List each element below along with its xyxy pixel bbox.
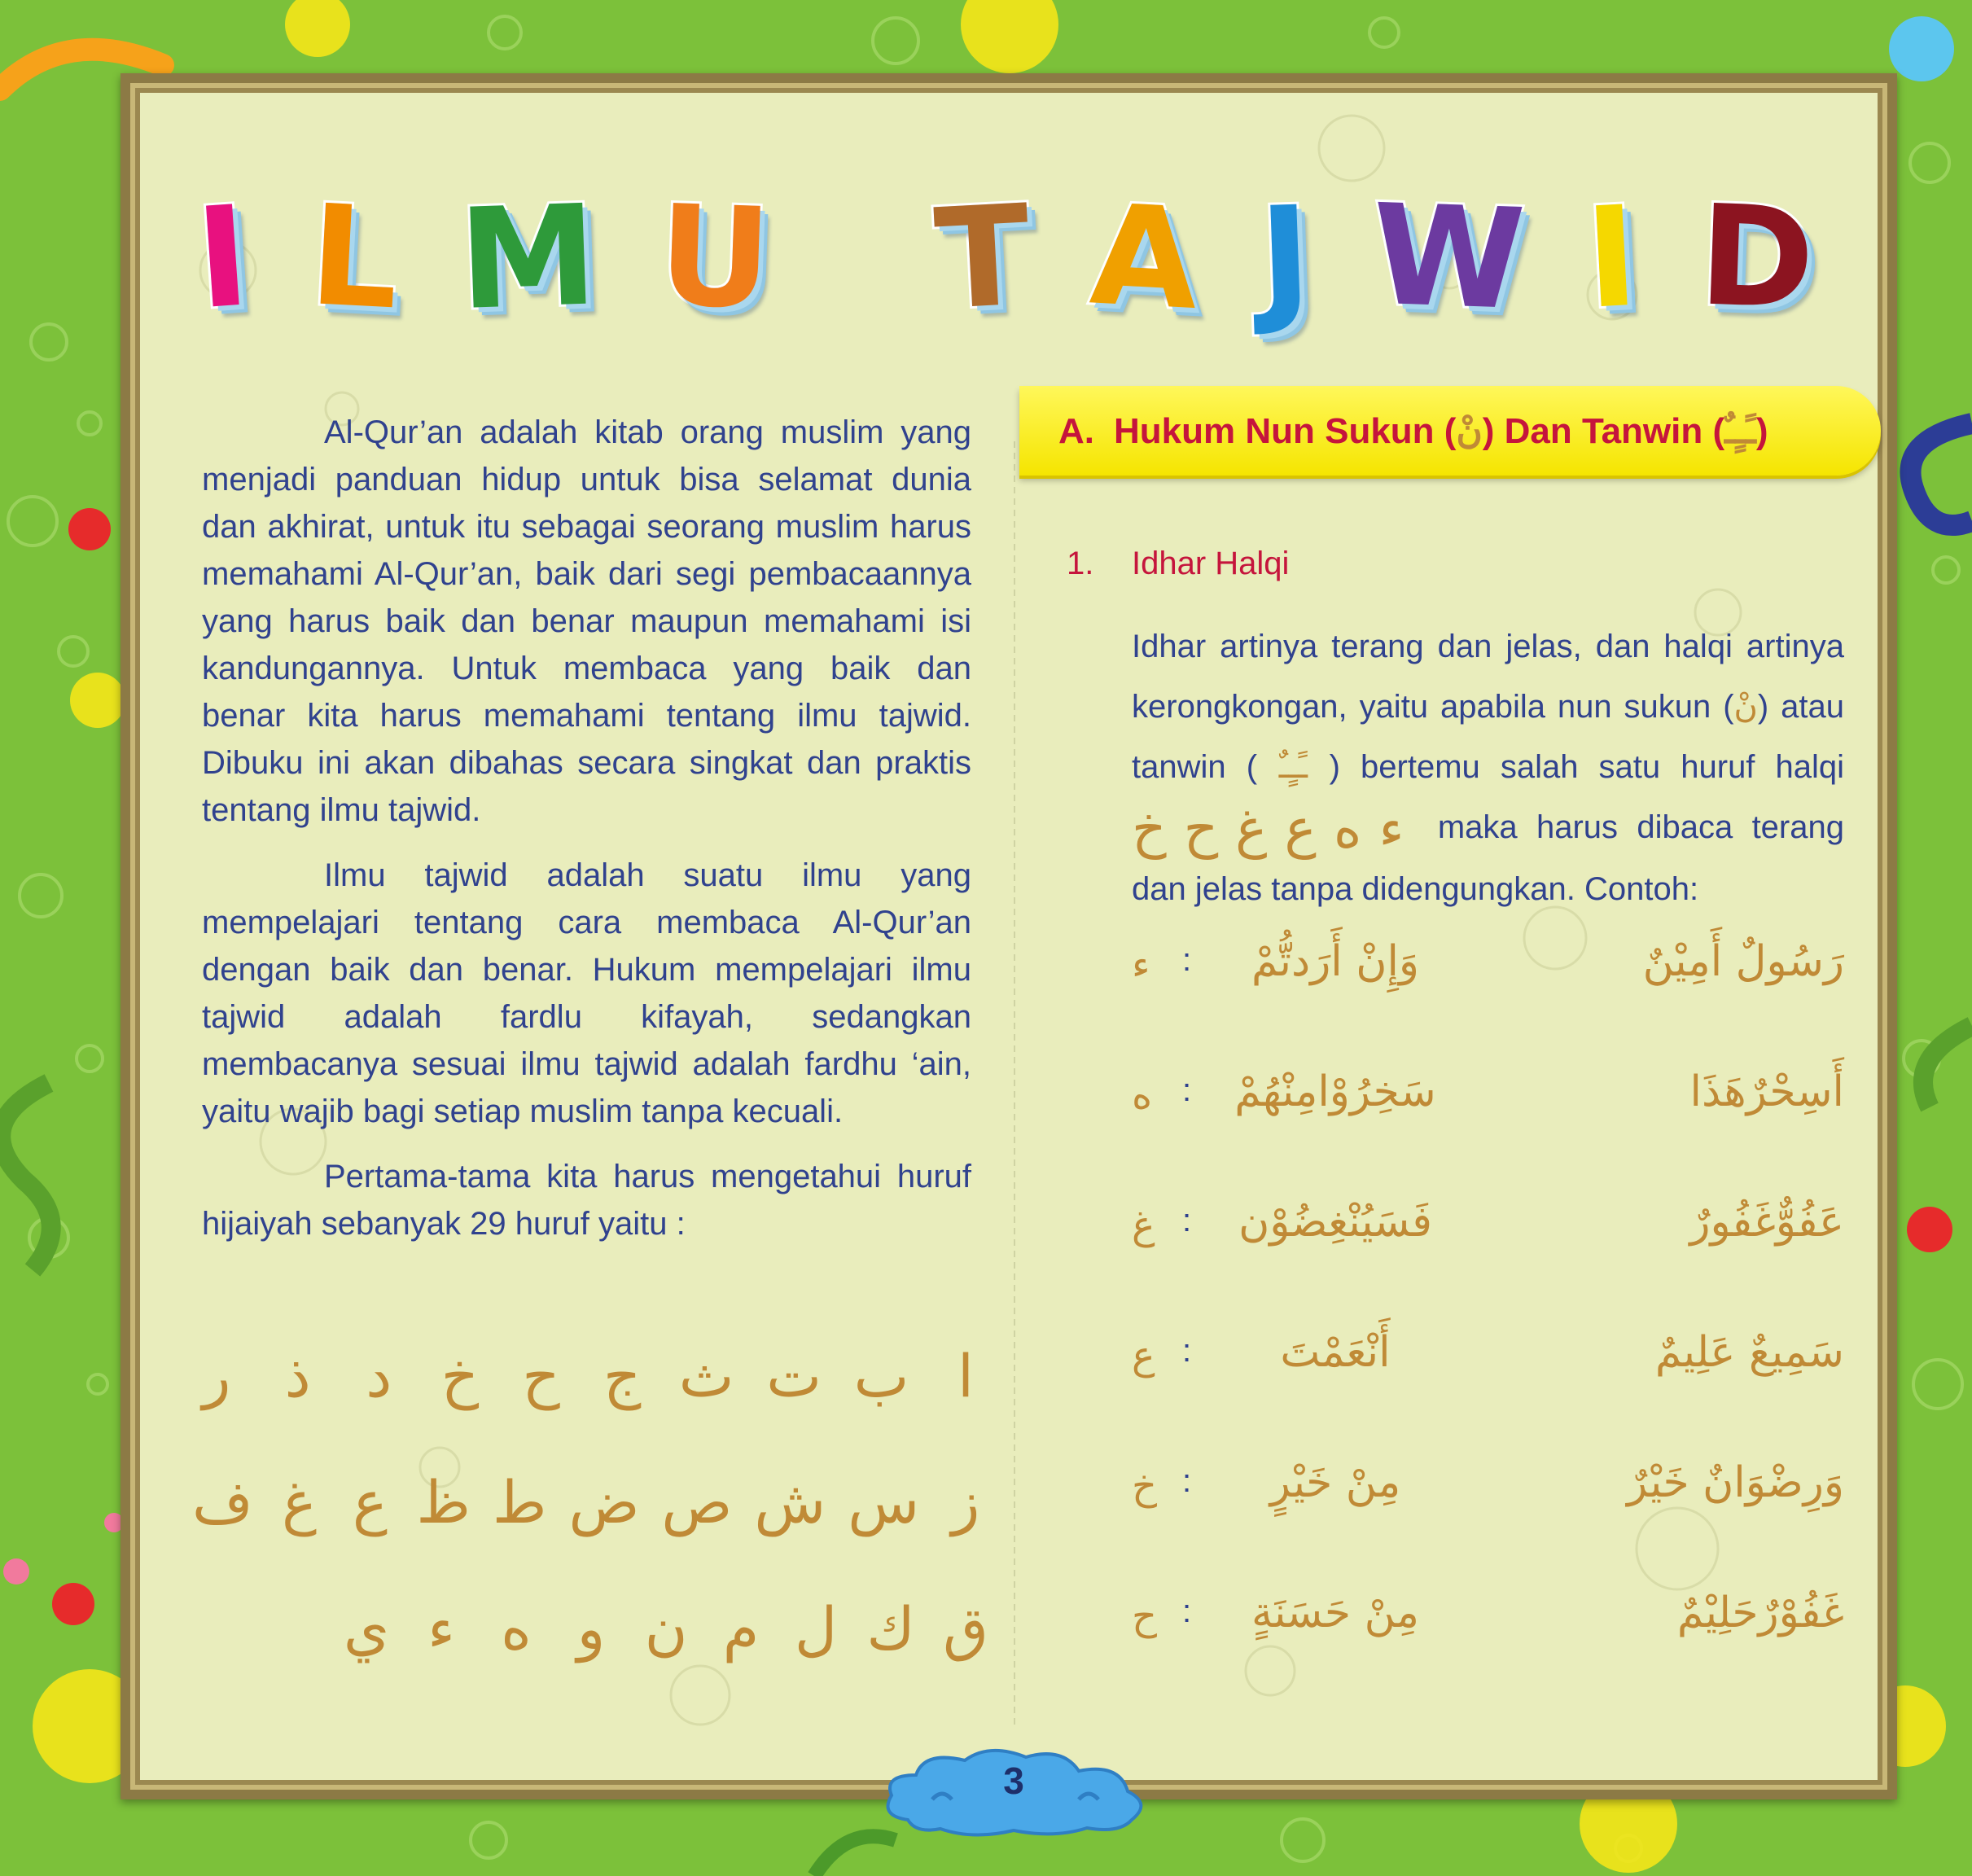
subsection-number: 1. <box>1067 546 1094 581</box>
hijaiyah-letter: ب <box>853 1341 909 1410</box>
title-letter-i: I <box>191 175 261 341</box>
title-letter-u: U <box>655 175 781 341</box>
halqi-letters: ء ه ع غ ح خ <box>1132 797 1405 861</box>
hijaiyah-letter: ش <box>754 1467 826 1536</box>
title-letter-w: W <box>1369 174 1535 342</box>
example-letter: ع <box>1132 1333 1155 1379</box>
hijaiyah-letter: ذ <box>284 1341 311 1410</box>
hijaiyah-letter: ع <box>353 1467 388 1536</box>
desc-part-3: ) bertemu salah satu huruf halqi <box>1329 749 1845 785</box>
example-word: وَرِضْوَانٌ خَيْرٌ <box>1627 1458 1844 1507</box>
hijaiyah-letter: ض <box>568 1467 640 1536</box>
example-word: مِنْ خَيْرٍ <box>1269 1458 1401 1507</box>
hijaiyah-letter: ج <box>603 1341 642 1410</box>
tanwin-inline: ـًـٍـٌ <box>1257 748 1330 786</box>
hijaiyah-row-3 <box>192 1565 990 1691</box>
intro-paragraph-2: Ilmu tajwid adalah suatu ilmu yang mempelajari tentang cara membaca Al-Qur’an dengan baik dan benar. Hukum mempelajari ilmu tajwid adalah fardlu kifayah, sedangkan membacanya sesuai ilmu tajwid adalah fardhu ‘ain, yaitu wajib bagi setiap muslim tanpa kecuali. <box>202 857 971 1129</box>
intro-text <box>202 409 971 1265</box>
example-letter: ه <box>1132 1072 1153 1118</box>
title-letter-j: J <box>1256 176 1321 340</box>
example-word: فَسَيُنْغِضُوْن <box>1238 1198 1432 1247</box>
nun-sukun-glyph: نْ <box>1456 410 1483 451</box>
title-letter-l: L <box>305 175 410 341</box>
example-row <box>1132 1067 1844 1146</box>
hijaiyah-letter: ا <box>957 1341 974 1410</box>
column-divider <box>1014 441 1015 1728</box>
page-title <box>130 174 1887 342</box>
hijaiyah-letter: ك <box>866 1593 915 1663</box>
hijaiyah-letter: و <box>576 1593 606 1663</box>
subsection-title: Idhar Halqi <box>1132 546 1290 581</box>
section-banner <box>1019 386 1881 476</box>
intro-paragraph-3: Pertama-tama kita harus mengetahui huruf hijaiyah sebanyak 29 huruf yaitu : <box>202 1159 971 1242</box>
example-row <box>1132 1589 1844 1667</box>
hijaiyah-letter: ح <box>522 1341 560 1410</box>
example-word: رَسُولٌ أَمِيْنٌ <box>1642 937 1844 986</box>
title-letter-t: T <box>931 174 1041 342</box>
example-letter: غ <box>1132 1203 1155 1248</box>
content-frame <box>121 73 1897 1799</box>
hijaiyah-letter: غ <box>282 1467 318 1536</box>
example-row <box>1132 937 1844 1015</box>
example-colon: : <box>1182 1072 1192 1108</box>
title-letter-m: M <box>456 174 607 342</box>
example-word: مِنْ حَسَنَةٍ <box>1251 1589 1420 1637</box>
example-letter: ء <box>1132 942 1150 988</box>
hijaiyah-letter: م <box>722 1593 760 1663</box>
title-letter-a: A <box>1087 174 1209 342</box>
hijaiyah-letter: ه <box>501 1593 532 1663</box>
hijaiyah-letter: ظ <box>416 1467 471 1536</box>
example-row <box>1132 1328 1844 1406</box>
example-colon: : <box>1182 1593 1192 1629</box>
desc-part-1: Idhar artinya terang dan jelas, dan halqi artinya kerongkongan, yaitu apabila nun sukun ( <box>1132 629 1844 725</box>
hijaiyah-letter: ق <box>943 1593 988 1663</box>
example-colon: : <box>1182 1333 1192 1369</box>
example-word: سَخِرُوْامِنْهُمْ <box>1234 1067 1436 1116</box>
intro-paragraph-1: Al-Qur’an adalah kitab orang muslim yang menjadi panduan hidup untuk bisa selamat dunia dan akhirat, untuk itu sebagai seorang muslim harus memahami Al-Qur’an, baik dari segi pembacaannya yang harus baik dan benar maupun memahami isi kandungannya. Untuk membaca yang baik dan benar kita harus memahami tentang ilmu tajwid. Dibuku ini akan dibahas secara singkat dan praktis tentang ilmu tajwid. <box>202 414 971 828</box>
example-row <box>1132 1198 1844 1276</box>
title-letter-d: D <box>1696 175 1824 341</box>
hijaiyah-letter: د <box>366 1341 392 1410</box>
hijaiyah-letter: ن <box>644 1593 688 1663</box>
hijaiyah-letter: ز <box>951 1467 980 1536</box>
hijaiyah-letter: ت <box>766 1341 822 1410</box>
example-word: أَنْعَمْتَ <box>1280 1328 1391 1377</box>
tanwin-glyph: ـًـٍـٌ <box>1724 410 1756 451</box>
hijaiyah-letter: س <box>848 1467 920 1536</box>
example-letter: خ <box>1132 1463 1157 1509</box>
desc-part-4: maka harus dibaca terang dan jelas tanpa didengungkan. Contoh: <box>1132 809 1844 908</box>
desc-part-2: ) atau tanwin ( <box>1132 689 1844 785</box>
example-colon: : <box>1182 1463 1192 1499</box>
hijaiyah-letter: ي <box>343 1593 390 1663</box>
section-heading <box>1058 410 1768 452</box>
heading-part-1: Hukum Nun Sukun ( <box>1114 410 1457 451</box>
subsection-heading <box>1067 546 1289 582</box>
title-letter-i2: I <box>1581 176 1649 340</box>
hijaiyah-letter: ص <box>661 1467 733 1536</box>
page-number: 3 <box>1003 1760 1024 1802</box>
hijaiyah-letter: ل <box>794 1593 838 1663</box>
example-colon: : <box>1182 942 1192 978</box>
example-word: سَمِيعٌ عَلِيمٌ <box>1654 1328 1844 1377</box>
example-word: وَإِنْ أَرَدتُّمْ <box>1251 937 1420 986</box>
idhar-description <box>1132 616 1844 919</box>
hijaiyah-row-2 <box>192 1439 990 1565</box>
hijaiyah-row-1 <box>192 1313 990 1439</box>
example-colon: : <box>1182 1203 1192 1238</box>
hijaiyah-letter: ث <box>678 1341 734 1410</box>
example-word: أَسِحْرٌهَذَا <box>1689 1067 1844 1116</box>
nun-sukun-inline: نْ <box>1733 688 1758 725</box>
example-row <box>1132 1458 1844 1536</box>
example-letter: ح <box>1132 1593 1157 1639</box>
section-letter: A. <box>1058 410 1094 451</box>
hijaiyah-letter: ف <box>192 1467 253 1536</box>
hijaiyah-letter: ر <box>202 1341 231 1410</box>
hijaiyah-letter: خ <box>440 1341 480 1410</box>
hijaiyah-letter: ط <box>492 1467 547 1536</box>
hijaiyah-letter: ء <box>427 1593 455 1663</box>
heading-part-2: ) Dan Tanwin ( <box>1482 410 1725 451</box>
example-word: غَفُوْرٌحَلِيْمٌ <box>1676 1589 1844 1637</box>
example-word: عَفُوٌّغَفُورٌ <box>1689 1198 1844 1247</box>
hijaiyah-letters <box>192 1313 990 1691</box>
heading-part-3: ) <box>1755 410 1768 451</box>
